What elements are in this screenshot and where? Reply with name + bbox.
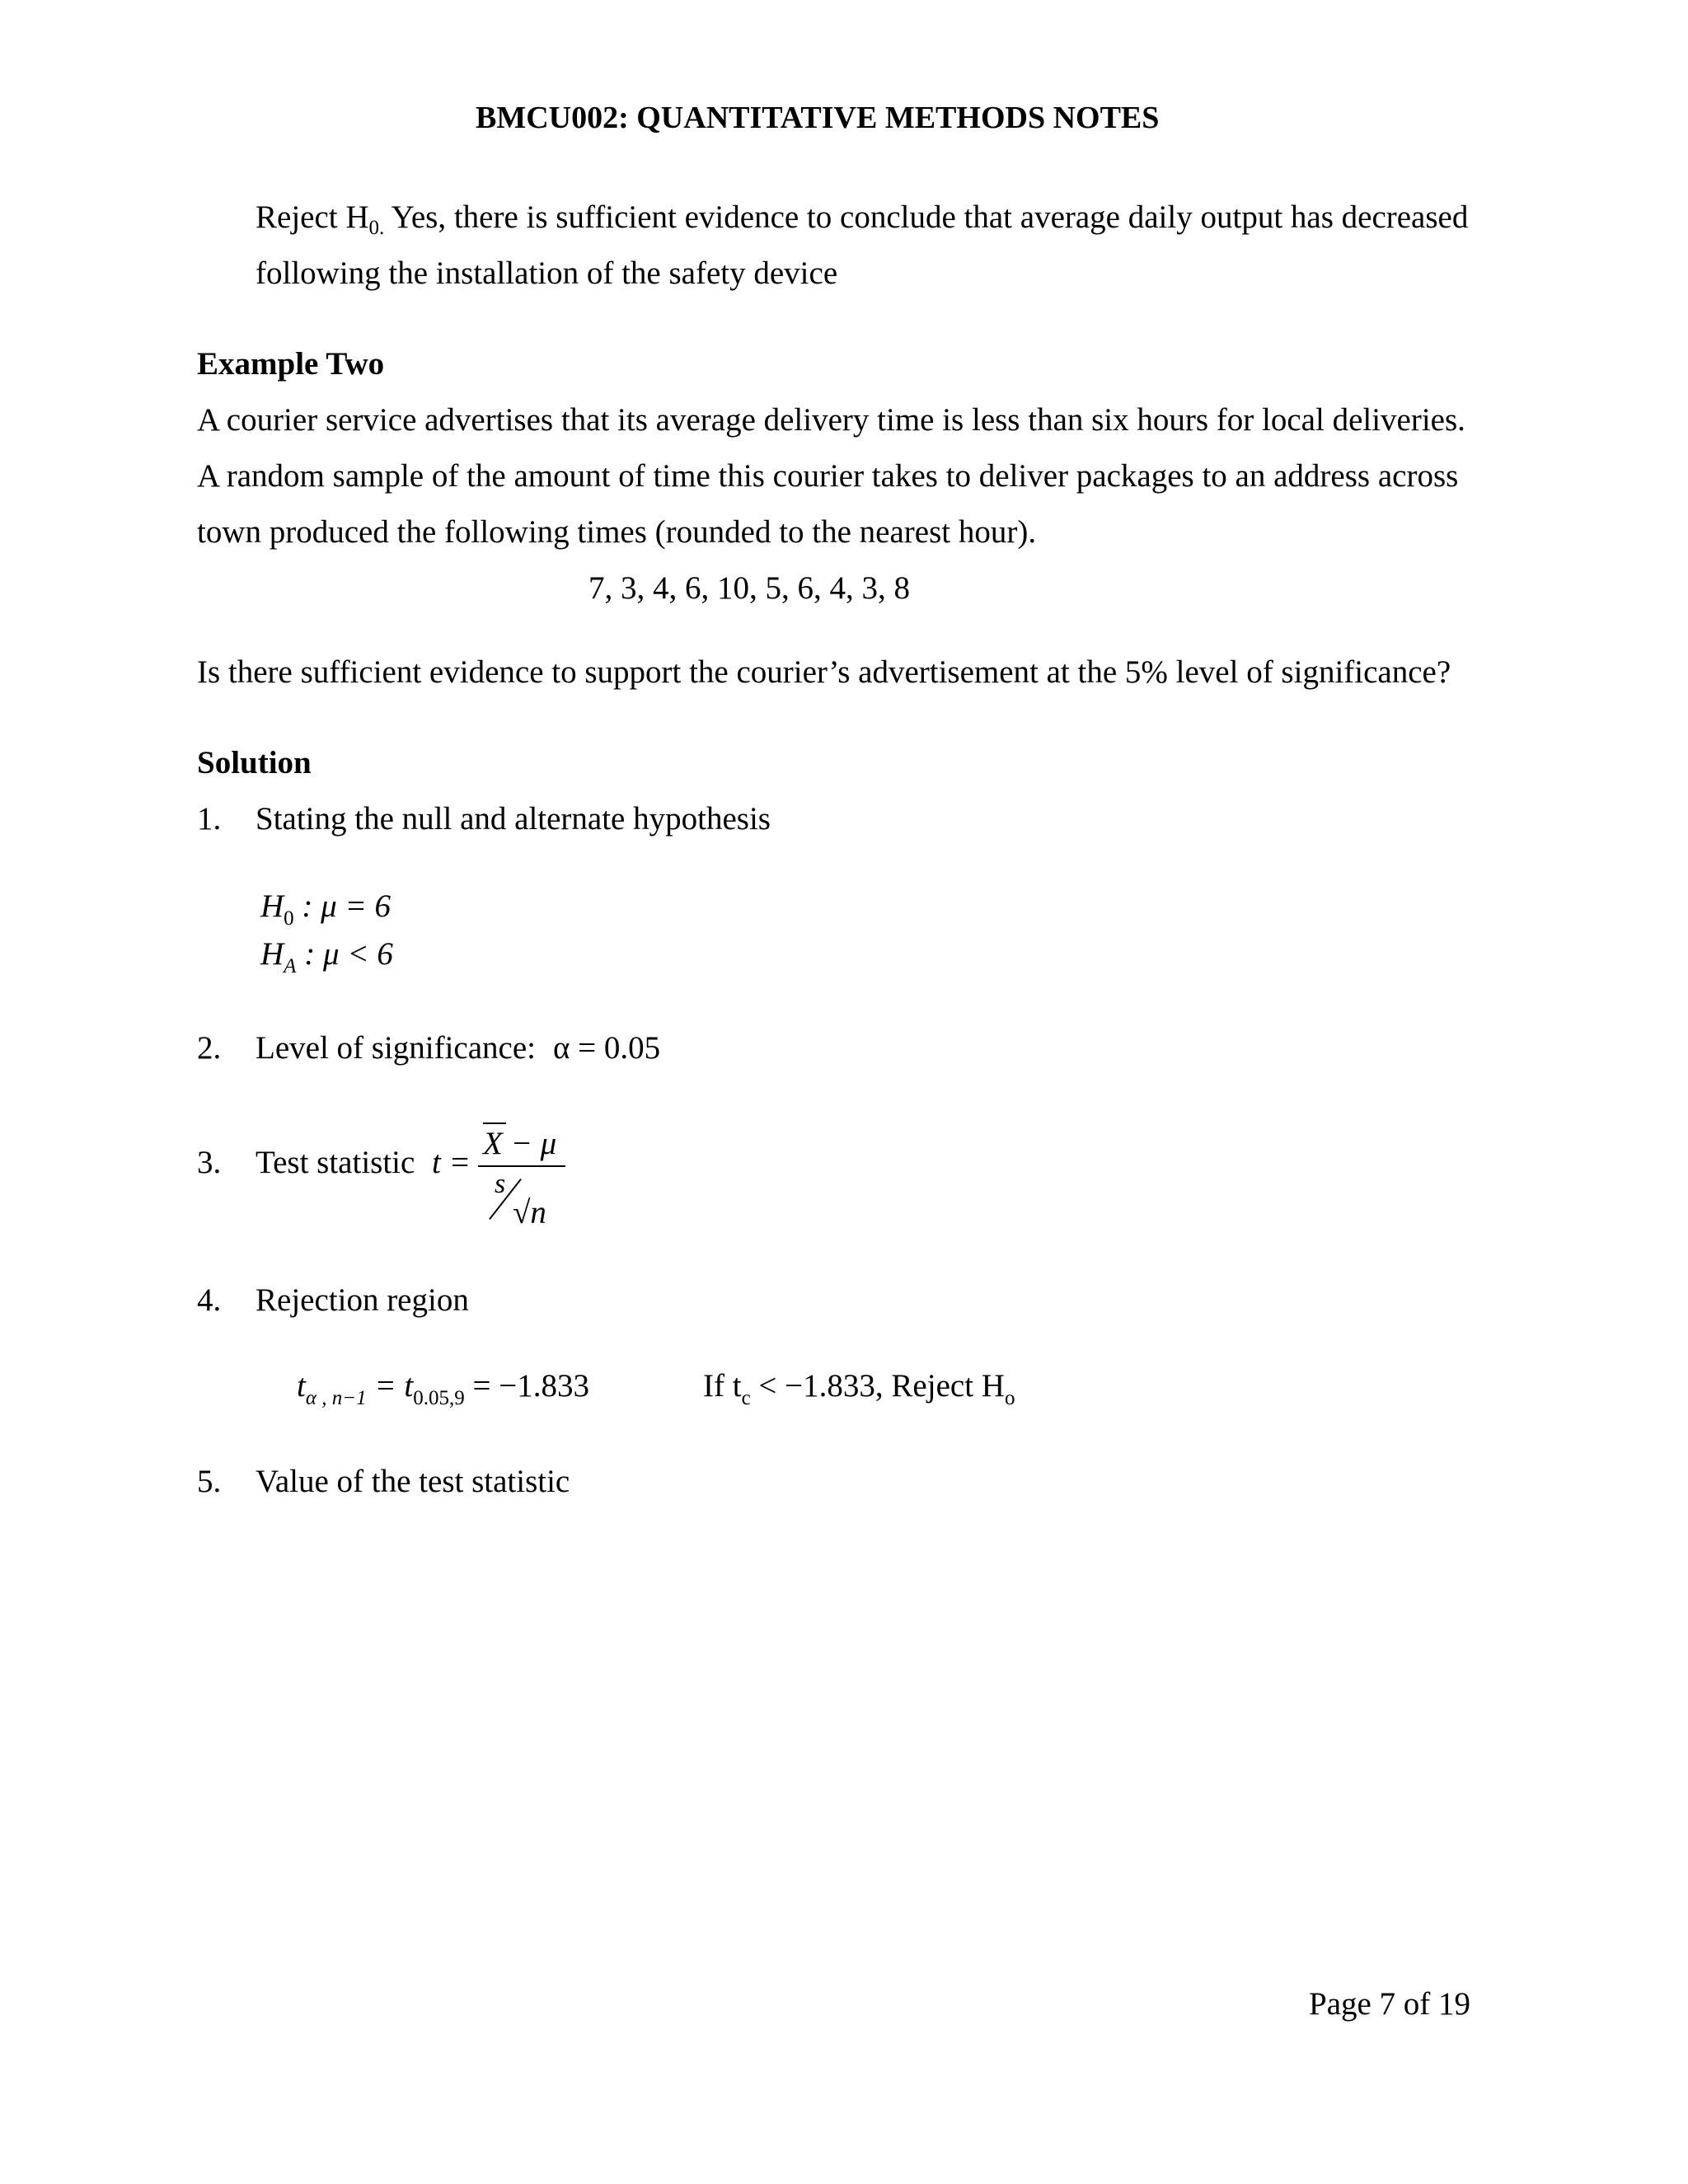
example-paragraph-line-3: town produced the following times (rounded to the nearest hour). (197, 514, 1037, 550)
critical-t: t (297, 1368, 306, 1404)
rule-if-t: If t (703, 1368, 742, 1404)
test-statistic-numerator: X − μ (483, 1126, 557, 1161)
intro-line-1 (256, 199, 1469, 239)
alpha-expression: α = 0.05 (553, 1030, 661, 1066)
step-2-number: 2. (197, 1030, 222, 1066)
ha-symbol: H (260, 936, 284, 972)
null-hypothesis (260, 888, 392, 930)
test-statistic-denominator-s: s (495, 1169, 506, 1199)
intro-line-2: following the installation of the safety device (256, 255, 838, 291)
rule-h-subscript: o (1004, 1387, 1015, 1409)
rule-middle: < −1.833, Reject H (750, 1368, 1005, 1404)
step-4-number: 4. (197, 1282, 222, 1318)
rule-t-subscript: c (741, 1387, 751, 1409)
example-question: Is there sufficient evidence to support the courier’s advertisement at the 5% level of significance? (197, 654, 1451, 690)
x-bar-overline (483, 1122, 506, 1124)
step-3-number: 3. (197, 1145, 222, 1180)
page-number: Page 7 of 19 (1309, 1986, 1471, 2022)
critical-value-expression (297, 1368, 589, 1409)
ha-subscript: A (284, 955, 297, 977)
step-1-number: 1. (197, 801, 222, 837)
step-5-text: Value of the test statistic (256, 1464, 570, 1499)
intro-line-1-rest: Yes, there is sufficient evidence to conclude that average daily output has decreased (384, 199, 1469, 235)
reject-prefix: Reject H (256, 199, 369, 235)
critical-t-subscript-values: 0.05,9 (413, 1387, 465, 1409)
h0-subscript: 0 (284, 907, 294, 930)
example-heading: Example Two (197, 346, 385, 382)
ha-relation: : μ < 6 (304, 936, 393, 972)
step-2-text: Level of significance: (256, 1030, 537, 1066)
step-4-text: Rejection region (256, 1282, 469, 1318)
test-statistic-lhs: t = (432, 1145, 471, 1180)
step-5-number: 5. (197, 1464, 222, 1499)
reject-subscript: 0. (368, 217, 385, 239)
critical-value: = −1.833 (472, 1368, 589, 1404)
critical-equals-t: = t (374, 1368, 414, 1404)
step-1-text: Stating the null and alternate hypothesis (256, 801, 771, 837)
example-paragraph-line-1: A courier service advertises that its average delivery time is less than six hours for local deliveries. (197, 402, 1465, 438)
example-paragraph-line-2: A random sample of the amount of time this courier takes to deliver packages to an address across (197, 458, 1459, 494)
h0-relation: : μ = 6 (302, 888, 392, 924)
page-header-title: BMCU002: QUANTITATIVE METHODS NOTES (476, 101, 1160, 135)
solution-heading: Solution (197, 745, 312, 780)
rejection-rule (703, 1368, 1015, 1409)
h0-symbol: H (260, 888, 284, 924)
fraction-bar (478, 1165, 565, 1167)
critical-t-subscript: α , n−1 (305, 1387, 367, 1409)
alternate-hypothesis (260, 936, 393, 977)
data-values: 7, 3, 4, 6, 10, 5, 6, 4, 3, 8 (588, 570, 910, 606)
test-statistic-denominator-sqrt-n: √n (513, 1195, 546, 1230)
step-3-text: Test statistic (256, 1145, 415, 1180)
